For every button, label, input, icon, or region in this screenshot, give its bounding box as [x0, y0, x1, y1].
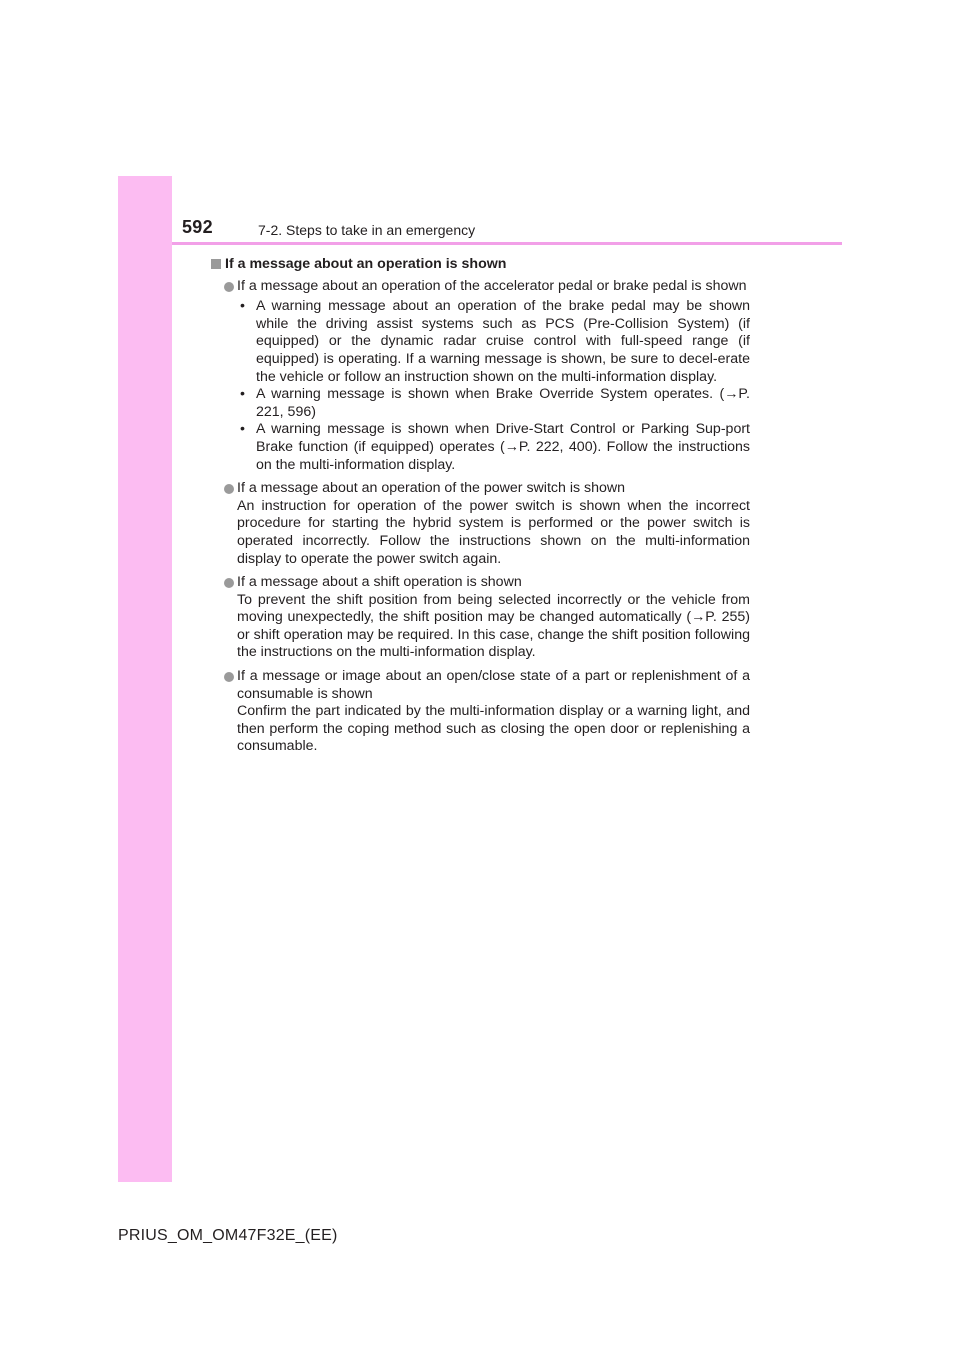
circle-bullet-icon	[224, 672, 234, 682]
sub-item-text: A warning message is shown when Drive-Start Control or Parking Sup-port Brake function (if equipped) operates (→P. 222, 400). Follow the instructions on the multi-information display.	[256, 421, 750, 473]
side-tab-band	[118, 176, 172, 1182]
sub-list	[237, 298, 750, 474]
item-title: If a message about an operation of the accelerator pedal or brake pedal is shown	[237, 277, 747, 294]
circle-bullet-icon	[224, 578, 234, 588]
sub-item-text: A warning message is shown when Brake Override System operates. (→P. 221, 596)	[256, 386, 750, 420]
section-title: 7-2. Steps to take in an emergency	[258, 222, 476, 238]
dot-bullet-icon: •	[240, 298, 245, 315]
item-title: If a message or image about an open/close state of a part or replenishment of a consumable is shown	[237, 668, 750, 702]
section-heading	[210, 256, 750, 274]
list-item	[210, 574, 750, 662]
sub-list-item	[240, 298, 750, 386]
item-body: An instruction for operation of the power switch is shown when the incorrect procedure for starting the hybrid system is performed or the power switch is operated incorrectly. Follow the instructions shown on the multi-information display to operate the power switch again.	[237, 497, 750, 567]
circle-bullet-icon	[224, 484, 234, 494]
page-number: 592	[182, 217, 213, 237]
page-content	[210, 256, 750, 762]
item-body: Confirm the part indicated by the multi-information display or a warning light, and then perform the coping method such as closing the open door or replenishing a consumable.	[237, 703, 750, 755]
section-heading-text: If a message about an operation is shown	[225, 256, 507, 272]
list-item	[210, 480, 750, 568]
item-title: If a message about a shift operation is shown	[237, 574, 522, 591]
item-title: If a message about an operation of the power switch is shown	[237, 480, 626, 497]
circle-bullet-icon	[224, 282, 234, 292]
list-item	[210, 668, 750, 756]
sub-list-item	[240, 421, 750, 474]
dot-bullet-icon: •	[240, 421, 245, 438]
dot-bullet-icon: •	[240, 386, 245, 403]
footer-doc-code: PRIUS_OM_OM47F32E_(EE)	[118, 1227, 338, 1244]
sub-item-text: A warning message about an operation of the brake pedal may be shown while the driving assist systems such as PCS (Pre-Collision System) (if equipped) or the dynamic radar cruise control with full-speed range (if equipped) is operating. If a warning message is shown, be sure to decel-erate the vehicle or follow an instruction shown on the multi-information display.	[256, 298, 750, 385]
header-divider	[172, 242, 842, 245]
list-item	[210, 278, 750, 475]
item-body: To prevent the shift position from being selected incorrectly or the vehicle from moving unexpectedly, the shift position may be changed automatically (→P. 255) or shift operation may be required. In this case, change the shift position following the instructions on the multi-information display.	[237, 591, 750, 661]
square-bullet-icon	[211, 259, 221, 269]
sub-list-item	[240, 386, 750, 421]
